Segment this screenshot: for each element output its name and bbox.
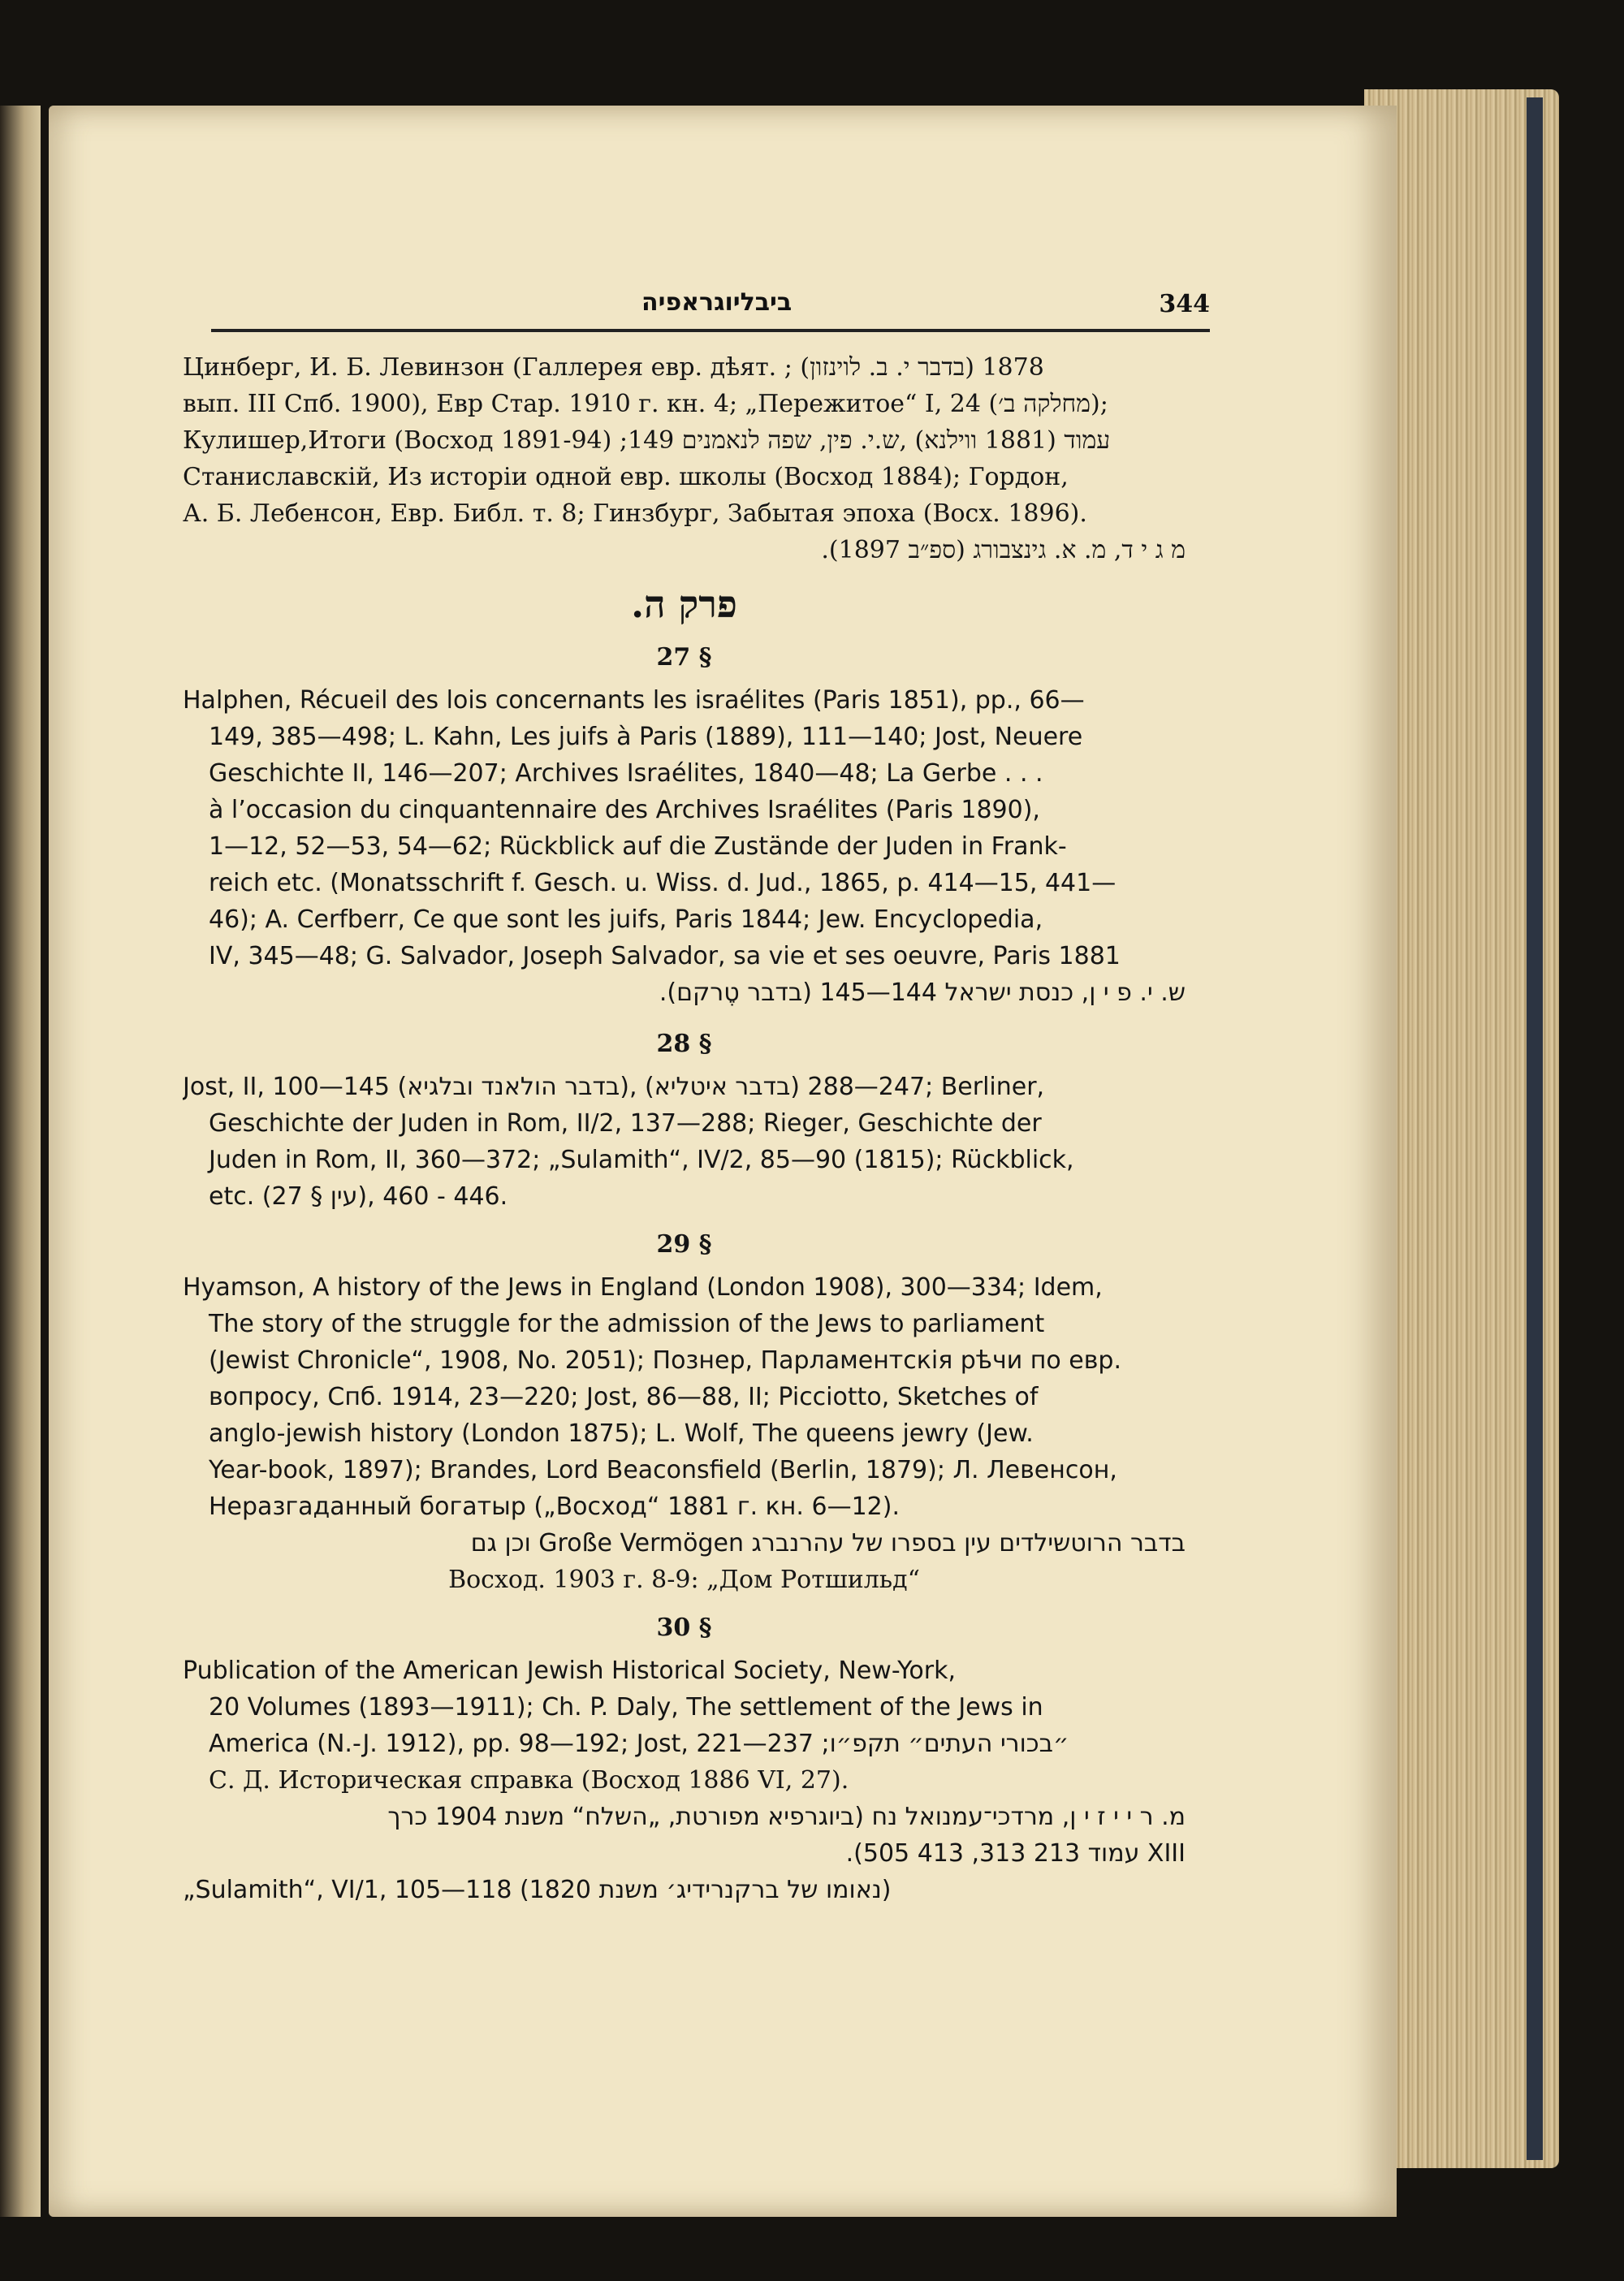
text-line: 46); A. Cerfberr, Ce que sont les juifs, Paris 1844; Jew. Encyclopedia, [209,905,1043,934]
text-line: Цинберг, И. Б. Левинзон (Галлерея евр. дѣят. ; (בדבר י. ב. לוינזון) 1878 [183,353,1044,382]
text-line: Halphen, Récueil des lois concernants les israélites (Paris 1851), pp., 66— [183,686,1085,715]
text-line: à l’occasion du cinquantennaire des Archives Israélites (Paris 1890), [209,796,1040,824]
text-line: Geschichte II, 146—207; Archives Israélites, 1840—48; La Gerbe . . . [209,759,1043,788]
text-line: XIII עמוד 213 313, 413 505). [845,1839,1186,1868]
section-number: 30 § [656,1614,712,1642]
text-line: Publication of the American Jewish Historical Society, New-York, [183,1657,957,1685]
text-line: The story of the struggle for the admission of the Jews to parliament [209,1310,1045,1338]
text-line: Year-book, 1897); Brandes, Lord Beaconsfield (Berlin, 1879); Л. Левенсон, [209,1456,1117,1484]
section-30-text [183,1652,1186,1908]
text-line: Juden in Rom, II, 360—372; „Sulamith“, IV/2, 85—90 (1815); Rückblick, [209,1146,1074,1174]
text-line: С. Д. Историческая справка (Восход 1886 VI, 27). [209,1766,849,1795]
text-line: вып. III Спб. 1900), Евр Стар. 1910 г. кн. 4; „Пережитое“ I, 24 (מחלקה ב׳); [183,390,1108,418]
section-29-text [183,1269,1186,1598]
book-page [49,106,1397,2217]
section-27-text [183,682,1186,1011]
section-number: 27 § [656,643,712,672]
section-number: 29 § [656,1230,712,1259]
text-line: 1—12, 52—53, 54—62; Rückblick auf die Zustände der Juden in Frank- [209,832,1067,861]
page-number: 344 [1159,290,1210,318]
text-line: Jost, II, 100—145 (בדבר הולאנד ובלגיא), 247—288 (בדבר איטליא); Berliner, [183,1073,1045,1101]
text-line: Hyamson, A history of the Jews in England (London 1908), 300—334; Idem, [183,1273,1103,1302]
text-line: ש. י. פ י ן, כנסת ישראל 144—145 (בדבר טֶרקם). [659,978,1186,1007]
text-line: IV, 345—48; G. Salvador, Joseph Salvador, sa vie et ses oeuvre, Paris 1881 [209,942,1121,970]
bibliography-block-intro [183,349,1186,568]
text-line: „Sulamith“, VI/1, 105—118 (נאומו של ברקנרידיג׳ משנת 1820) [183,1876,892,1904]
text-line: А. Б. Лебенсон, Евр. Библ. т. 8; Гинзбург, Забытая эпоха (Восх. 1896). [183,499,1087,528]
text-line: (Jewist Chronicle“, 1908, No. 2051); Познер, Парламентскія рѣчи по евр. [209,1346,1121,1375]
text-line: America (N.-J. 1912), pp. 98—192; Jost, 221—237 ;״בכורי העתים״ תקפ״ו [209,1730,1069,1758]
left-page-edge [0,106,41,2217]
text-line: Geschichte der Juden in Rom, II/2, 137—288; Rieger, Geschichte der [209,1109,1042,1138]
text-line: etc. (27 § עין), 446 - 460. [209,1182,508,1211]
page-header [211,280,1210,332]
text-line: בדבר הרוטשילדים עין בספרו של עהרנברג Große Vermögen וכן גם [470,1529,1186,1557]
text-line: anglo-jewish history (London 1875); L. Wolf, The queens jewry (Jew. [209,1419,1034,1448]
text-line: reich etc. (Monatsschrift f. Gesch. u. Wiss. d. Jud., 1865, p. 414—15, 441— [209,869,1116,897]
text-line: Кулишер,Итоги (Восход 1891-94) ;149 עמוד (1881 ווילנא) ,ש.י. פין, שפה לנאמנים [183,426,1111,455]
chapter-title: פרק ה. [631,582,737,626]
page-content [183,349,1186,1908]
text-line: вопросу, Спб. 1914, 23—220; Jost, 86—88, II; Picciotto, Sketches of [209,1383,1039,1411]
section-number: 28 § [656,1030,712,1058]
text-line: 149, 385—498; L. Kahn, Les juifs à Paris (1889), 111—140; Jost, Neuere [209,723,1083,751]
section-28-text [183,1069,1186,1215]
book-cover-edge [1527,97,1543,2160]
text-line: מ ג י ד, מ. א. גינצבורג (ספ״ב 1897). [821,536,1186,564]
text-line: Неразгаданный богатыр („Восход“ 1881 г. кн. 6—12). [209,1493,900,1521]
text-line: Восход. 1903 г. 8-9: „Дом Ротшильд“ [448,1566,920,1594]
text-line: 20 Volumes (1893—1911); Ch. P. Daly, The settlement of the Jews in [209,1693,1043,1722]
text-line: Станиславскій, Из исторіи одной евр. школы (Восход 1884); Гордон, [183,463,1069,491]
running-title: ביבליוגראפיה [641,288,793,317]
text-line: מ. ר י י ז י ן, מרדכי־עמנואל נח (ביוגרפיא מפורטת, „השלח“ משנת 1904 כרך [387,1803,1186,1831]
